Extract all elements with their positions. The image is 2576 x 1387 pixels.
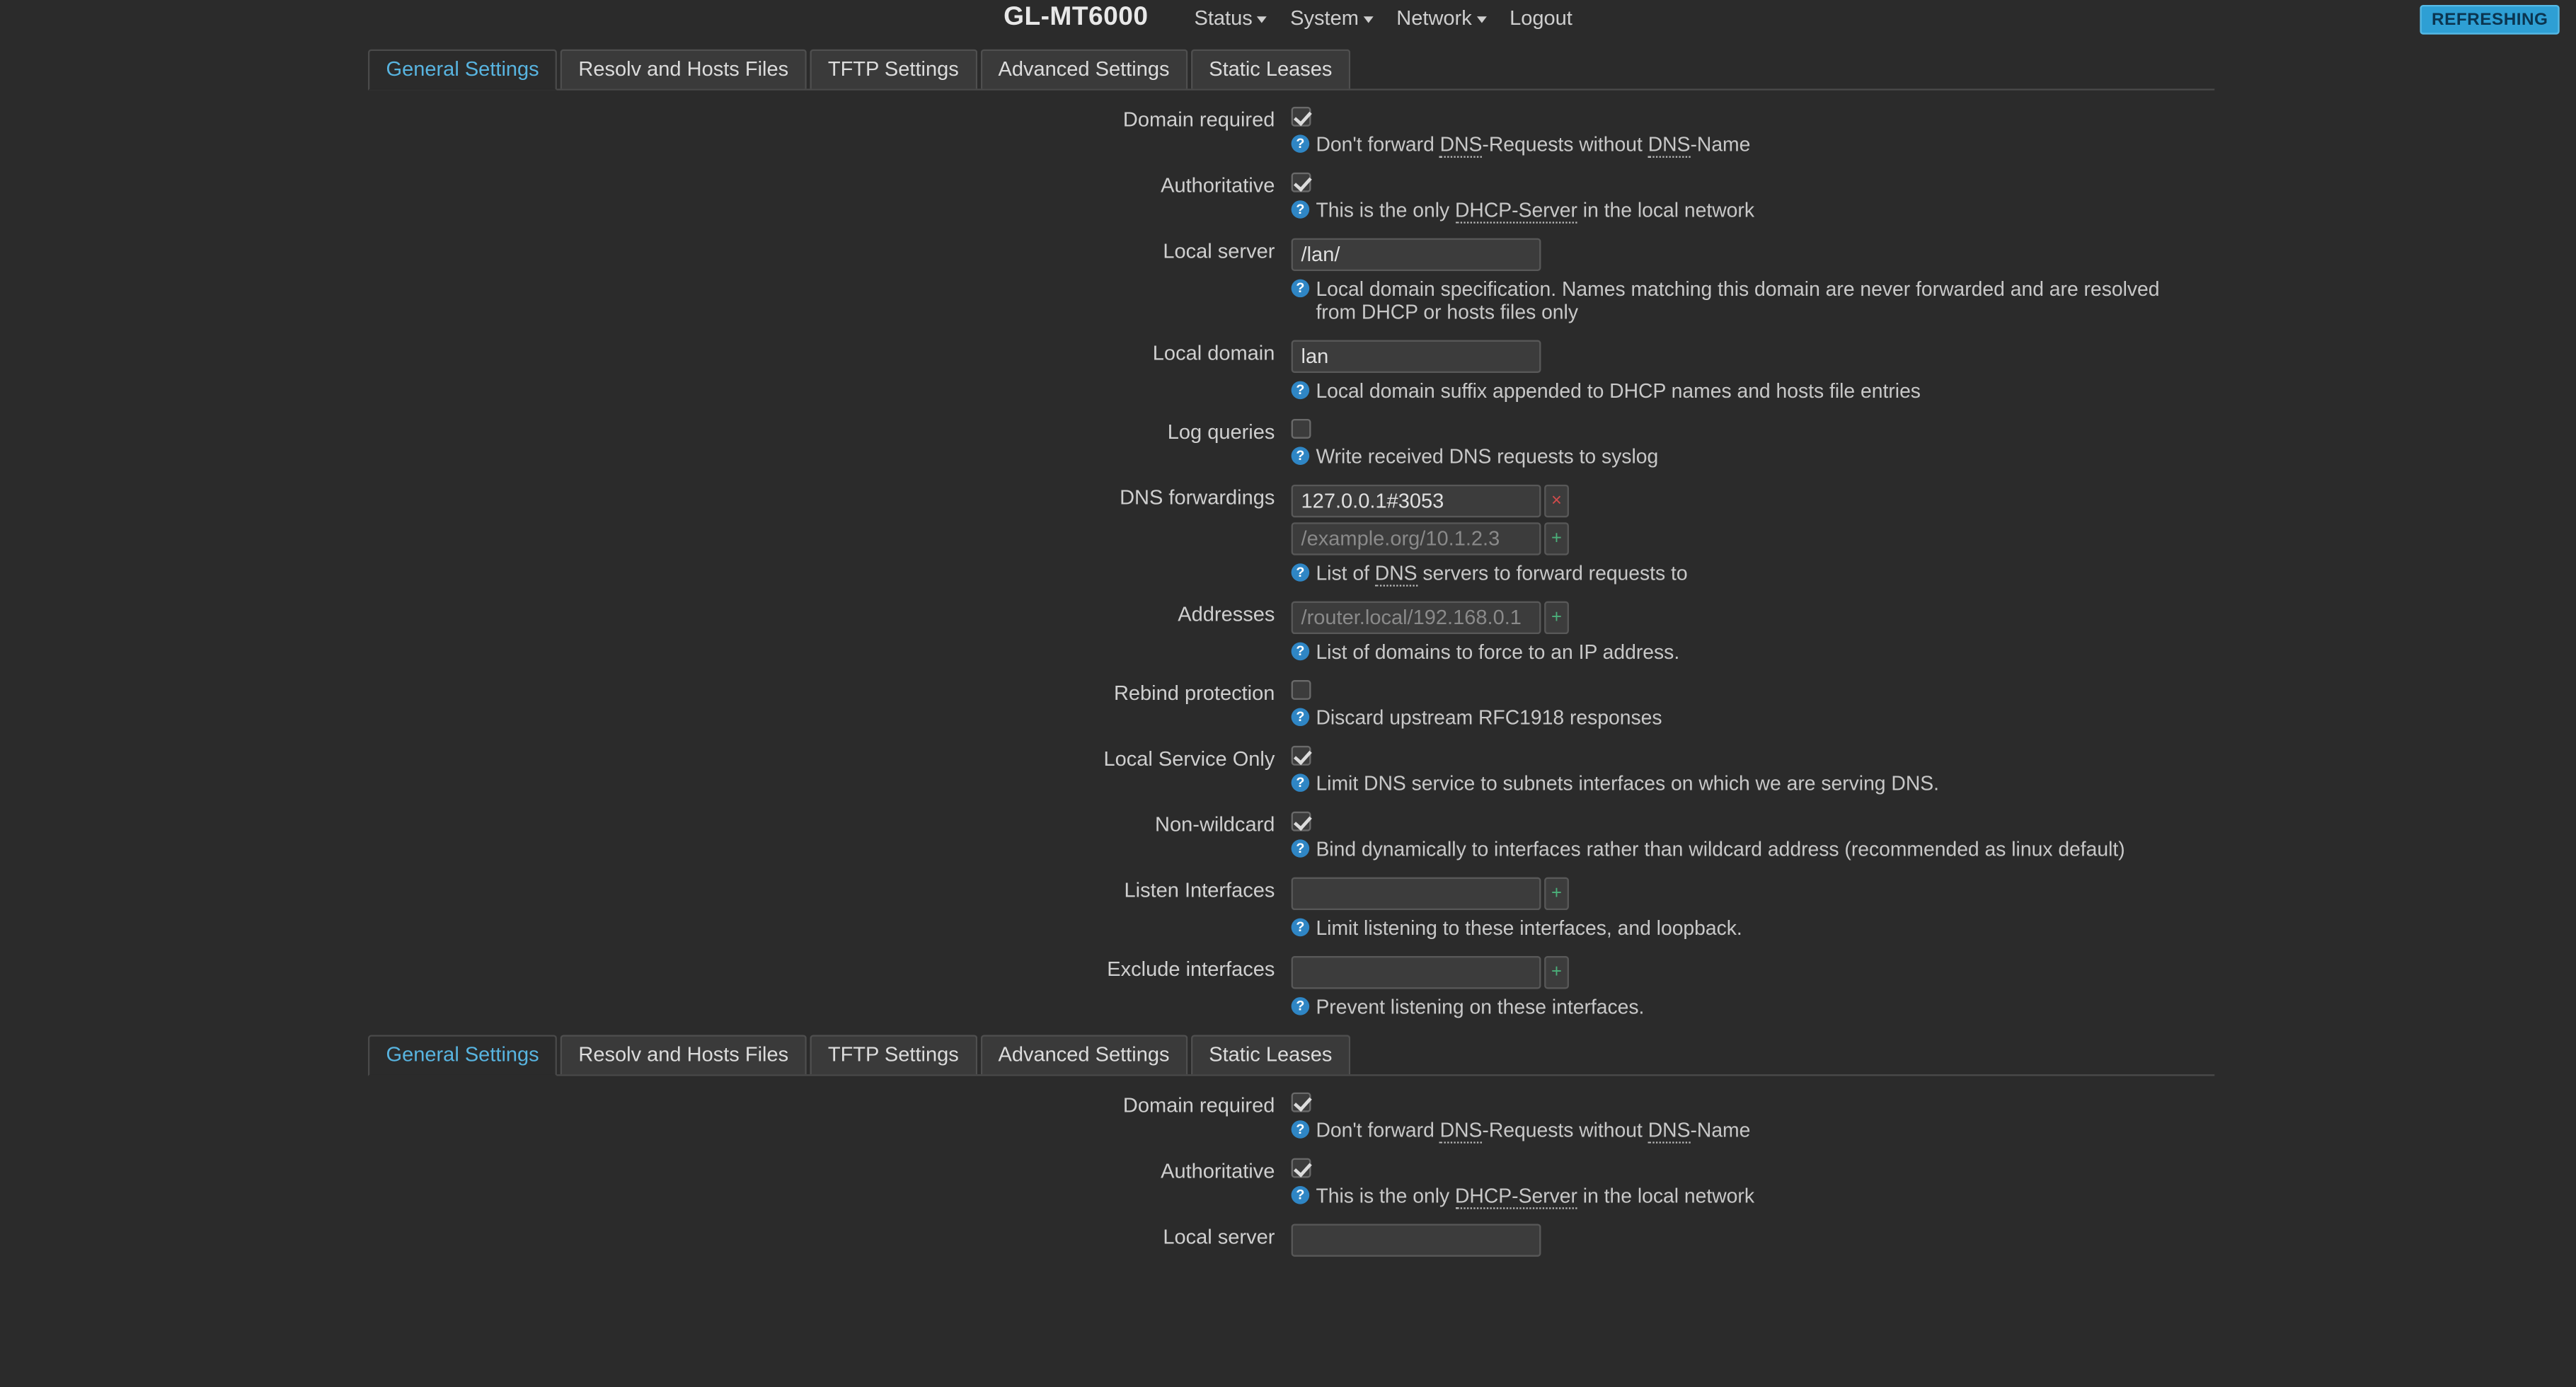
field-local-domain [1292,340,2215,403]
input-exclude-interfaces[interactable] [1292,956,1541,989]
hint-text [1316,199,1754,221]
checkbox-authoritative[interactable] [1292,173,1311,192]
hint-authoritative [1292,199,2179,221]
label-domain-required-duplicate: Domain required [1122,1094,1275,1117]
nav-item-network[interactable] [1396,6,1486,29]
label-authoritative-duplicate: Authoritative [1161,1159,1275,1183]
hint-exclude-interfaces [1292,996,2179,1018]
input-dns-forwarding-new[interactable] [1292,522,1541,555]
help-icon: ? [1292,1186,1310,1204]
input-dns-forwarding-0[interactable] [1292,485,1541,517]
hint-part: in the local network [1577,1184,1755,1208]
field-rebind-protection [1292,680,2215,730]
abbr-dns: DNS [1440,133,1483,158]
tab-static-leases-duplicate[interactable]: Static Leases [1191,1035,1350,1074]
input-local-server[interactable] [1292,238,1541,271]
navbar-items [16,4,2560,33]
tab-tftp-settings[interactable]: TFTP Settings [810,50,977,89]
help-icon: ? [1292,134,1310,153]
field-row-rebind-protection [368,680,2214,730]
hint-part: in the local network [1577,198,1755,222]
chevron-down-icon [1258,16,1267,23]
hint-local-domain [1292,379,2179,402]
nav-label-network: Network [1396,6,1472,30]
hint-part: servers to forward requests to [1417,561,1688,585]
tab-resolv-and-hosts-files[interactable]: Resolv and Hosts Files [560,50,807,89]
field-local-server-duplicate [1292,1224,2215,1256]
field-log-queries [1292,419,2215,468]
hint-part: Don't forward [1316,1118,1440,1142]
help-icon: ? [1292,839,1310,858]
control-line [1292,1093,2215,1112]
hint-text: Write received DNS requests to syslog [1316,445,1659,468]
settings-tabs-duplicate [368,1035,2214,1076]
brand-title: GL-MT6000 [1004,3,1149,32]
field-row-listen-interfaces [368,877,2214,940]
input-addresses-new[interactable] [1292,602,1541,634]
hint-rebind-protection [1292,706,2179,729]
input-local-server-duplicate[interactable] [1292,1224,1541,1256]
label-authoritative: Authoritative [1161,174,1275,197]
help-icon: ? [1292,563,1310,582]
hint-text [1316,1185,1754,1207]
field-exclude-interfaces [1292,956,2215,1018]
field-row-authoritative-duplicate [368,1158,2214,1208]
help-icon: ? [1292,708,1310,727]
hint-part: -Name [1690,1118,1751,1142]
control-line [1292,812,2215,831]
tab-static-leases[interactable]: Static Leases [1191,50,1350,89]
add-dns-forwarding-button[interactable]: + [1544,522,1569,555]
field-row-addresses [368,602,2214,664]
dhcp-dns-panel [362,50,2215,1257]
top-navbar [0,0,2576,36]
field-domain-required [1292,107,2215,156]
field-non-wildcard [1292,812,2215,861]
field-row-local-domain [368,340,2214,403]
hint-text: List of domains to force to an IP address. [1316,640,1680,664]
field-row-domain-required [368,107,2214,156]
control-line [1292,340,2215,373]
tab-general-settings-duplicate[interactable]: General Settings [368,1035,557,1076]
hint-text: Local domain suffix appended to DHCP names and hosts file entries [1316,379,1921,403]
abbr-dns: DNS [1440,1119,1483,1144]
field-dns-forwardings [1292,485,2215,585]
checkbox-non-wildcard[interactable] [1292,812,1311,831]
help-icon: ? [1292,447,1310,465]
tab-general-settings[interactable]: General Settings [368,50,557,91]
listen-interfaces-entry [1292,877,2215,910]
abbr-dns: DNS [1648,1119,1691,1144]
field-domain-required-duplicate [1292,1093,2215,1142]
control-line [1292,419,2215,439]
input-listen-interfaces[interactable] [1292,877,1541,910]
tab-advanced-settings-duplicate[interactable]: Advanced Settings [980,1035,1188,1074]
help-icon: ? [1292,200,1310,219]
control-line [1292,107,2215,127]
field-listen-interfaces [1292,877,2215,940]
nav-item-status[interactable] [1194,6,1267,29]
hint-local-server [1292,277,2179,323]
checkbox-domain-required[interactable] [1292,107,1311,127]
nav-item-logout[interactable]: Logout [1510,6,1572,30]
general-settings-form [368,91,2214,1019]
field-row-dns-forwardings [368,485,2214,585]
hint-authoritative-duplicate [1292,1185,2179,1207]
control-line [1292,173,2215,192]
hint-part: This is the only [1316,1184,1455,1208]
hint-listen-interfaces [1292,916,2179,939]
label-rebind-protection: Rebind protection [1113,681,1275,705]
abbr-dns: DNS [1375,562,1418,587]
hint-dns-forwardings [1292,562,2179,585]
add-exclude-interface-button[interactable]: + [1544,956,1569,989]
control-line [1292,1224,2215,1256]
hint-text [1316,1119,1750,1141]
help-icon: ? [1292,997,1310,1015]
hint-log-queries [1292,445,2179,468]
field-row-local-server-duplicate [368,1224,2214,1256]
field-authoritative [1292,173,2215,222]
field-row-domain-required-duplicate [368,1093,2214,1142]
hint-addresses [1292,640,2179,663]
label-dns-forwardings: DNS forwardings [1120,486,1275,510]
hint-part: -Name [1690,133,1751,156]
hint-part: -Requests without [1482,133,1648,156]
control-line [1292,1158,2215,1178]
general-settings-form-duplicate [368,1076,2214,1257]
hint-domain-required [1292,133,2179,156]
input-local-domain[interactable] [1292,340,1541,373]
nav-item-system[interactable] [1290,6,1374,29]
abbr-dhcp-server: DHCP-Server [1455,199,1577,224]
hint-local-service-only [1292,772,2179,795]
label-non-wildcard: Non-wildcard [1155,813,1275,836]
label-local-domain: Local domain [1152,341,1275,365]
checkbox-rebind-protection[interactable] [1292,680,1311,700]
tab-resolv-and-hosts-files-duplicate[interactable]: Resolv and Hosts Files [560,1035,807,1074]
field-row-exclude-interfaces [368,956,2214,1018]
add-listen-interface-button[interactable]: + [1544,877,1569,910]
field-row-local-server [368,238,2214,324]
field-row-authoritative [368,173,2214,222]
label-log-queries: Log queries [1167,420,1275,444]
dns-forwarding-entry [1292,485,2215,517]
tab-advanced-settings[interactable]: Advanced Settings [980,50,1188,89]
chevron-down-icon [1364,16,1374,23]
exclude-interfaces-entry [1292,956,2215,989]
hint-text: Limit listening to these interfaces, and loopback. [1316,916,1742,940]
hint-domain-required-duplicate [1292,1119,2179,1141]
field-addresses [1292,602,2215,664]
hint-part: List of [1316,561,1375,585]
settings-tabs [368,50,2214,91]
label-local-server-duplicate: Local server [1163,1225,1275,1249]
control-line [1292,680,2215,700]
hint-part: -Requests without [1482,1118,1648,1142]
hint-part: Don't forward [1316,133,1440,156]
main-content [0,50,2576,1257]
hint-text [1316,133,1750,156]
chevron-down-icon [1477,16,1487,23]
label-listen-interfaces: Listen Interfaces [1124,878,1275,902]
dns-forwarding-new-entry [1292,522,2215,555]
help-icon: ? [1292,643,1310,661]
field-authoritative-duplicate [1292,1158,2215,1208]
checkbox-authoritative-duplicate[interactable] [1292,1158,1311,1178]
hint-part: This is the only [1316,198,1455,222]
field-row-log-queries [368,419,2214,468]
remove-dns-forwarding-button[interactable]: × [1544,485,1569,517]
addresses-new-entry [1292,602,2215,634]
field-row-non-wildcard [368,812,2214,861]
abbr-dhcp-server: DHCP-Server [1455,1185,1577,1209]
checkbox-domain-required-duplicate[interactable] [1292,1093,1311,1112]
control-line [1292,238,2215,271]
field-local-service-only [1292,746,2215,795]
status-badge-refreshing[interactable]: REFRESHING [2420,5,2560,35]
hint-non-wildcard [1292,838,2179,861]
control-line [1292,746,2215,766]
nav-label-status: Status [1194,6,1253,30]
add-address-button[interactable]: + [1544,602,1569,634]
help-icon: ? [1292,1120,1310,1139]
label-addresses: Addresses [1178,602,1275,626]
field-local-server [1292,238,2215,324]
label-domain-required: Domain required [1122,108,1275,132]
hint-text: Prevent listening on these interfaces. [1316,995,1645,1019]
hint-text: Discard upstream RFC1918 responses [1316,706,1662,730]
nav-label-system: System [1290,6,1359,30]
abbr-dns: DNS [1648,133,1691,158]
help-icon: ? [1292,919,1310,937]
field-row-local-service-only [368,746,2214,795]
hint-text: Bind dynamically to interfaces rather than wildcard address (recommended as linux default) [1316,837,2125,861]
checkbox-log-queries[interactable] [1292,419,1311,439]
hint-text: Limit DNS service to subnets interfaces on which we are serving DNS. [1316,772,1940,795]
checkbox-local-service-only[interactable] [1292,746,1311,766]
help-icon: ? [1292,773,1310,792]
label-local-service-only: Local Service Only [1103,747,1275,771]
label-local-server: Local server [1163,239,1275,263]
help-icon: ? [1292,280,1310,298]
help-icon: ? [1292,381,1310,400]
tab-tftp-settings-duplicate[interactable]: TFTP Settings [810,1035,977,1074]
hint-text [1316,562,1687,585]
hint-text: Local domain specification. Names matching this domain are never forwarded and are resolved from DHCP or hosts files only [1316,277,2160,324]
label-exclude-interfaces: Exclude interfaces [1107,957,1275,981]
